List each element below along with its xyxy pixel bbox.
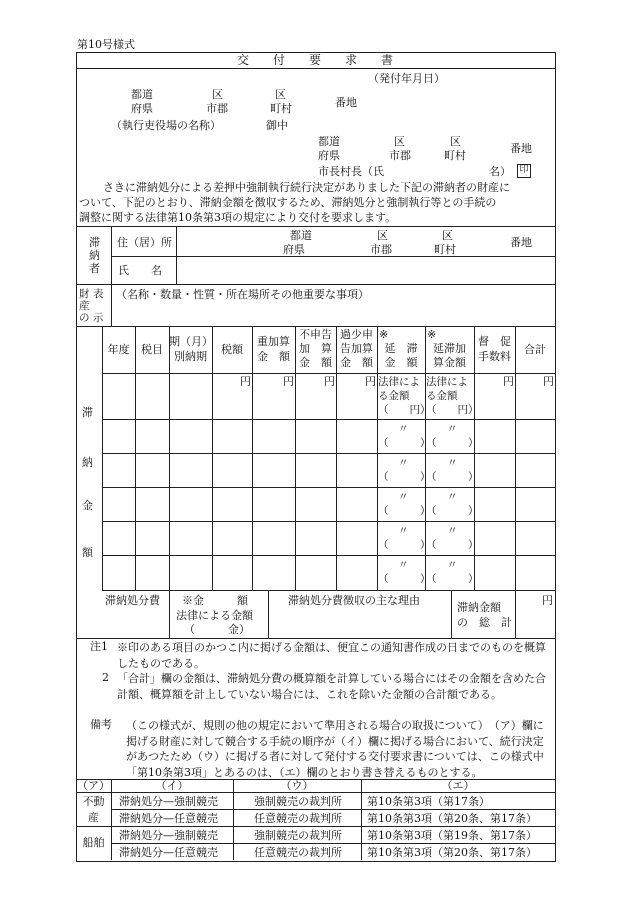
ditto-mark: 〃 [447, 559, 458, 571]
taxpayer-ku2-b: 町村 [434, 243, 456, 256]
taxpayer-ku2-a: 区 [442, 229, 453, 242]
ditto-mark: 〃 [447, 525, 458, 537]
addr2-ku1-a: 区 [394, 135, 405, 148]
addr1-ku1-a: 区 [212, 88, 223, 101]
intro-line-3: 調整に関する法律第10条第3項の規定により交付を要求します。 [79, 211, 397, 224]
sub-row-3-col-u: 強制競売の裁判所 [254, 829, 342, 842]
group-ship: 船舶 [82, 836, 105, 849]
note-1-text: ※印のある項目のかつこ内に掲げる金額は、便宜この通知書作成の日までのものを概算したものである。 [117, 641, 546, 670]
sub-row-3-col-e: 第10条第3項（第19条、第17条） [367, 829, 537, 842]
col-nonfiling-b: 加 算 [299, 342, 332, 355]
paren-blank: （ ） [426, 505, 479, 517]
paren-blank: （ ） [426, 539, 479, 551]
ditto-mark: 〃 [447, 457, 458, 469]
group-realestate-b: 産 [88, 811, 99, 824]
fee-label: 滞納処分費 [105, 594, 160, 607]
ditto-mark: 〃 [398, 491, 409, 503]
paren-blank: （ ） [426, 471, 479, 483]
col-year: 年度 [107, 343, 130, 356]
addr2-pref-a: 都道 [318, 135, 340, 148]
addr2-pref-b: 府県 [318, 149, 340, 162]
col-underfiling-a: 過少申 [340, 328, 373, 341]
sub-header-u: （ウ） [280, 779, 314, 792]
form-number: 第10号様式 [77, 38, 135, 51]
ditto-mark: 〃 [398, 423, 409, 435]
addr1-ku1-b: 市郡 [206, 102, 228, 115]
paren-blank: （ ） [426, 573, 479, 585]
ditto-mark: 〃 [447, 423, 458, 435]
addr1-ku2-a: 区 [275, 88, 286, 101]
taxpayer-address-label: 住（居）所 [117, 236, 172, 249]
yen-unit: 円 [324, 375, 335, 388]
col-demand-fee-b: 手数料 [478, 350, 511, 363]
yen-unit: 円 [543, 375, 554, 388]
col-heavy-add-b: 金 額 [257, 350, 290, 363]
yen-unit: 円 [283, 375, 294, 388]
fee-reason-label: 滞納処分費徴収の主な理由 [288, 594, 420, 607]
office-gochu: 御中 [266, 119, 288, 132]
col-delinquency-c: 金 額 [384, 356, 418, 369]
grand-total-yen: 円 [542, 594, 553, 607]
sub-row-1-col-u: 強制競売の裁判所 [254, 795, 342, 808]
sub-header-e: （エ） [441, 779, 475, 792]
paren-blank: （ ） [378, 505, 431, 517]
ditto-mark: 〃 [447, 491, 458, 503]
ditto-mark: 〃 [398, 559, 409, 571]
col-total: 合計 [524, 343, 546, 356]
sub-header-a: （ア） [77, 779, 110, 792]
paren-blank: （ ） [378, 539, 431, 551]
taxpayer-pref-a: 都道 [290, 229, 312, 242]
col-delinq-add-mark: ※ [427, 328, 437, 341]
yen-unit: 円 [503, 375, 514, 388]
addr2-ku2-b: 町村 [444, 149, 466, 162]
taxpayer-side-label: 滞 納 者 [89, 236, 100, 275]
property-description-label: （名称・数量・性質・所在場所その他重要な事項） [116, 288, 369, 301]
addr2-ku2-a: 区 [450, 135, 461, 148]
sub-header-i: （イ） [155, 779, 189, 792]
taxpayer-name-label: 氏 名 [118, 264, 162, 277]
amount-side-4: 額 [82, 546, 93, 559]
col-underfiling-b: 告加算 [340, 342, 373, 355]
col-delinquency-b: 延 滞 [384, 342, 418, 355]
sub-row-4-col-i: 滞納処分—任意競売 [119, 846, 218, 859]
grand-total-label-b: の 総 計 [457, 616, 512, 629]
taxpayer-pref-b: 府県 [283, 243, 305, 256]
taxpayer-ku1-b: 市郡 [370, 243, 392, 256]
sub-row-1-col-e: 第10条第3項（第17条） [367, 795, 490, 808]
sub-row-2-col-e: 第10条第3項（第20条、第17条） [367, 812, 537, 825]
office-name: （執行吏役場の名称） [111, 119, 221, 132]
col-period-b: 別納期 [174, 350, 207, 363]
paren-blank: （ ） [378, 471, 431, 483]
ditto-mark: 〃 [398, 457, 409, 469]
paren-blank: （ ） [378, 437, 431, 449]
col-heavy-add-a: 重加算 [257, 335, 290, 348]
grand-total-label-a: 滞納金額 [457, 601, 501, 614]
sub-row-4-col-e: 第10条第3項（第20条、第17条） [367, 846, 537, 859]
taxpayer-ku1-a: 区 [377, 229, 388, 242]
delinquency-law-amount: 法律によ る金額 （ 円） [378, 376, 431, 416]
sub-row-2-col-u: 任意競売の裁判所 [254, 812, 342, 825]
addr2-banchi: 番地 [510, 142, 532, 155]
issue-date: （発付年月日） [368, 72, 445, 85]
sub-row-2-col-i: 滞納処分—任意競売 [119, 812, 218, 825]
paren-blank: （ ） [378, 573, 431, 585]
yen-unit: 円 [365, 375, 376, 388]
paren-blank: （ ） [426, 437, 479, 449]
col-delinquency-mark: ※ [379, 328, 389, 341]
mayor-name: 市長村長（氏 [318, 165, 384, 178]
col-demand-fee-a: 督 促 [478, 335, 511, 348]
remark-label: 備考 [90, 718, 112, 731]
ditto-mark: 〃 [398, 525, 409, 537]
taxpayer-banchi: 番地 [510, 236, 532, 249]
amount-side-1: 滞 [82, 406, 93, 419]
col-tax-item: 税目 [141, 343, 163, 356]
delinq-add-law-amount: 法律によ る金額 （ 円） [426, 376, 479, 416]
intro-line-2: ついて、下記のとおり、滞納金額を徴収するため、滞納処分と強制執行等との手続の [79, 196, 497, 209]
addr2-ku1-b: 市郡 [389, 149, 411, 162]
col-period-a: 期（月） [169, 335, 213, 348]
intro-line-1: さきに滞納処分による差押中強制執行続行決定がありました下記の滞納者の財産に [103, 181, 510, 194]
group-realestate-a: 不動 [82, 795, 105, 808]
addr1-pref-b: 府県 [131, 102, 153, 115]
form-title: 交 付 要 求 書 [236, 53, 393, 67]
sub-row-4-col-u: 任意競売の裁判所 [254, 846, 342, 859]
mayor-name-end: 名） [489, 165, 511, 178]
yen-unit: 円 [240, 375, 251, 388]
col-nonfiling-a: 不申告 [299, 328, 332, 341]
sub-row-3-col-i: 滞納処分—強制競売 [119, 829, 218, 842]
addr1-banchi: 番地 [335, 96, 357, 109]
note-2-text: 「合計」欄の金額は、滞納処分費の概算額を計算している場合にはその金額を含めた合計額、概算額を計上していない場合には、これを除いた金額の合計額である。 [117, 672, 546, 701]
addr1-pref-a: 都道 [131, 88, 153, 101]
fee-law-amount-paren: （ 金） [184, 623, 250, 636]
col-nonfiling-c: 金 額 [299, 356, 332, 369]
col-delinq-add-b: 延滞加 [433, 342, 466, 355]
amount-side-2: 納 [82, 456, 93, 469]
col-underfiling-c: 金 額 [340, 356, 373, 369]
fee-law-amount-label: 法律による金額 [176, 609, 253, 622]
col-delinq-add-c: 算金額 [433, 356, 466, 369]
addr1-ku2-b: 町村 [270, 102, 292, 115]
note-2-label: 2 [102, 671, 109, 684]
col-tax-amount: 税額 [221, 343, 243, 356]
seal-mark: 印 [517, 164, 531, 178]
amount-side-3: 金 [82, 499, 93, 512]
sub-row-1-col-i: 滞納処分—強制競売 [119, 795, 218, 808]
note-1-label: 注1 [90, 640, 108, 653]
remark-text: （この様式が、規則の他の規定において準用される場合の取扱について） （ア）欄に掲げる財産に対して競合する手続の順序が（イ）欄に掲げる場合において、続行決定があつたため（ウ）に掲げる者に対して発付する交付要求書については、この様式中「第10条第3項」とあるのは、（エ）欄のとおり書き替えるものとする。 [126, 719, 544, 779]
fee-amount-label: ※金 額 [182, 594, 248, 607]
property-side-label: 財 表 産 の 示 [79, 288, 104, 324]
